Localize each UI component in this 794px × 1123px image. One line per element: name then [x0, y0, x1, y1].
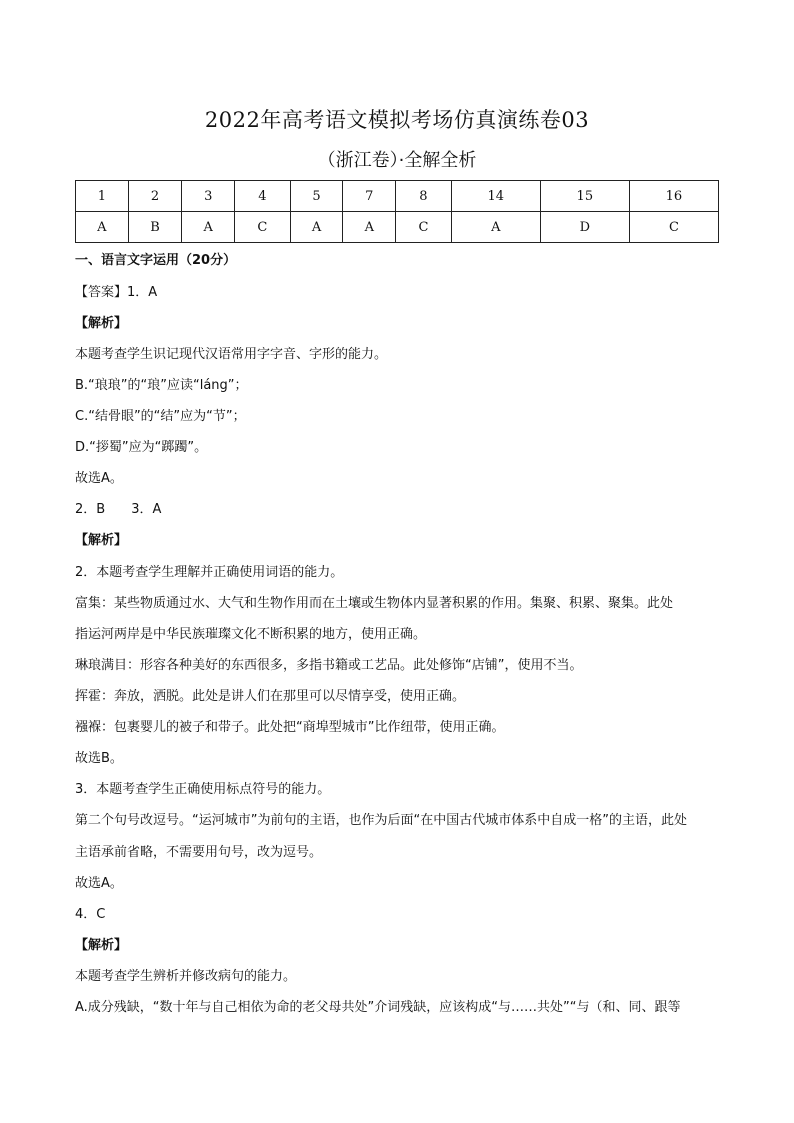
body-text-line: 琳琅满目：形容各种美好的东西很多，多指书籍或工艺品。此处修饰“店铺”，使用不当。 — [75, 658, 583, 673]
body-text-line: 故选A。 — [75, 471, 123, 486]
body-text-line: 主语承前省略，不需要用句号，改为逗号。 — [75, 845, 323, 860]
question-number-cell: 16 — [629, 181, 718, 212]
body-text-line: 襁褓：包裹婴儿的被子和带子。此处把“商埠型城市”比作纽带，使用正确。 — [75, 720, 505, 735]
answer-cell: A — [451, 212, 540, 243]
answer-cell: C — [396, 212, 452, 243]
body-text-line: C.“结骨眼”的“结”应为“节”； — [75, 409, 246, 424]
answer-cell: A — [343, 212, 396, 243]
page-subtitle: （浙江卷）·全解全析 — [317, 150, 477, 171]
body-text-line: A.成分残缺，“数十年与自己相依为命的老父母共处”介词残缺，应该构成“与……共处”“与（和、同、跟等 — [75, 1000, 681, 1015]
answer-table — [75, 180, 719, 243]
body-text-line: 本题考查学生识记现代汉语常用字字音、字形的能力。 — [75, 347, 388, 362]
answer-cell: B — [128, 212, 182, 243]
answer-line: 【答案】1．A — [75, 285, 158, 300]
question-number-cell: 4 — [235, 181, 291, 212]
answer-cell: A — [76, 212, 129, 243]
body-text-line: 2．本题考查学生理解并正确使用词语的能力。 — [75, 565, 344, 580]
body-text-line: B.“琅琅”的“琅”应读“láng”； — [75, 378, 248, 393]
section-heading: 一、语言文字运用（20分） — [75, 253, 237, 268]
body-text-line: 富集：某些物质通过水、大气和生物作用而在土壤或生物体内显著积累的作用。集聚、积累、聚集。此处 — [75, 596, 674, 611]
question-number-cell: 8 — [396, 181, 452, 212]
answer-cell: C — [235, 212, 291, 243]
answer-cell: A — [182, 212, 235, 243]
question-number-cell: 3 — [182, 181, 235, 212]
body-text-line: 挥霍：奔放，洒脱。此处是讲人们在那里可以尽情享受，使用正确。 — [75, 689, 466, 704]
question-number-cell: 2 — [128, 181, 182, 212]
body-text-line: 本题考查学生辨析并修改病句的能力。 — [75, 969, 297, 984]
body-text-line: 第二个句号改逗号。“运河城市”为前句的主语，也作为后面“在中国古代城市体系中自成一格”的主语，此处 — [75, 813, 687, 828]
page-title: 2022年高考语文模拟考场仿真演练卷03 — [204, 108, 590, 132]
body-text-line: 故选B。 — [75, 751, 123, 766]
analysis-heading: 【解析】 — [75, 316, 128, 331]
question-number-cell: 15 — [540, 181, 629, 212]
question-number-cell: 14 — [451, 181, 540, 212]
question-number-cell: 7 — [343, 181, 396, 212]
question-number-cell: 5 — [290, 181, 343, 212]
answer-line: 4．C — [75, 907, 106, 922]
body-text-line: D.“拶蜀”应为“踯躅”。 — [75, 440, 208, 455]
question-number-cell: 1 — [76, 181, 129, 212]
answer-cell: A — [290, 212, 343, 243]
analysis-heading: 【解析】 — [75, 938, 128, 953]
answer-row — [76, 212, 719, 243]
answer-cell: C — [629, 212, 718, 243]
answer-cell: D — [540, 212, 629, 243]
body-text-line: 故选A。 — [75, 876, 123, 891]
answer-line: 2．B 3．A — [75, 502, 162, 517]
question-number-row — [76, 181, 719, 212]
body-text-line: 3．本题考查学生正确使用标点符号的能力。 — [75, 782, 331, 797]
body-text-line: 指运河两岸是中华民族璀璨文化不断积累的地方，使用正确。 — [75, 627, 427, 642]
analysis-heading: 【解析】 — [75, 533, 128, 548]
